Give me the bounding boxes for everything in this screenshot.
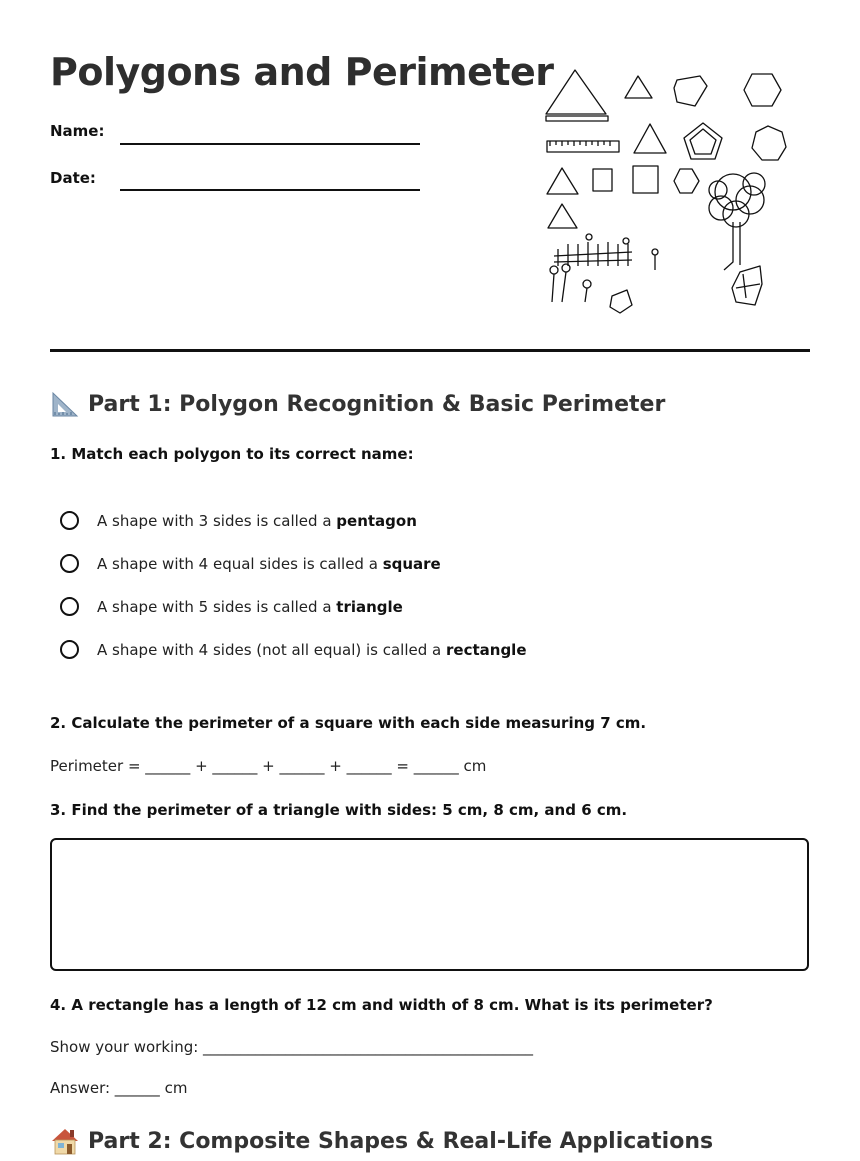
option-term: rectangle xyxy=(446,640,527,659)
house-icon xyxy=(50,1126,80,1156)
radio-button[interactable] xyxy=(60,640,79,659)
answer-line[interactable]: Answer: ______ cm xyxy=(50,1079,188,1097)
ruler-shape xyxy=(546,116,608,121)
section-divider xyxy=(50,349,810,352)
name-field[interactable] xyxy=(120,143,420,145)
heptagon-shape xyxy=(752,126,786,160)
option-text: A shape with 4 equal sides is called a xyxy=(97,554,378,573)
radio-button[interactable] xyxy=(60,597,79,616)
triangle-shape-row4 xyxy=(548,204,577,228)
date-label: Date: xyxy=(50,169,96,187)
option-term: square xyxy=(382,554,441,573)
option-text: A shape with 4 sides (not all equal) is called a xyxy=(97,640,442,659)
name-label: Name: xyxy=(50,122,105,140)
match-option-2[interactable] xyxy=(60,554,441,573)
answer-box[interactable] xyxy=(50,838,809,971)
option-text: A shape with 5 sides is called a xyxy=(97,597,332,616)
part2-heading-text: Part 2: Composite Shapes & Real-Life Applications xyxy=(88,1128,714,1154)
match-option-4[interactable] xyxy=(60,640,527,659)
option-term: pentagon xyxy=(336,511,417,530)
square-shape xyxy=(633,166,658,193)
triangle-shape-small xyxy=(625,76,652,98)
hexagon-shape-small xyxy=(674,169,699,193)
match-option-3[interactable] xyxy=(60,597,403,616)
triangle-shape-row3 xyxy=(547,168,578,194)
long-ruler-shape xyxy=(547,141,619,152)
square-shape-small xyxy=(593,169,612,191)
irregular-polygon xyxy=(674,76,707,106)
pentagon-shape-small xyxy=(610,290,632,313)
match-option-1[interactable] xyxy=(60,511,417,530)
triangle-shape-mid xyxy=(634,124,666,153)
triangle-ruler-icon xyxy=(50,389,80,419)
tree-shape xyxy=(724,222,740,270)
option-text: A shape with 3 sides is called a xyxy=(97,511,332,530)
option-term: triangle xyxy=(336,597,403,616)
polygons-illustration xyxy=(540,62,810,332)
rock-polygons xyxy=(732,266,762,305)
radio-button[interactable] xyxy=(60,554,79,573)
hexagon-shape xyxy=(744,74,781,106)
radio-button[interactable] xyxy=(60,511,79,530)
date-field[interactable] xyxy=(120,189,420,191)
working-line[interactable]: Show your working: ____________________________________________ xyxy=(50,1038,534,1056)
part2-heading xyxy=(50,1126,713,1156)
worksheet-title: Polygons and Perimeter xyxy=(50,50,554,94)
triangle-shape xyxy=(546,70,606,114)
perimeter-fill-line[interactable]: Perimeter = ______ + ______ + ______ + ______ = ______ cm xyxy=(50,757,487,775)
question-4: 4. A rectangle has a length of 12 cm and width of 8 cm. What is its perimeter? xyxy=(50,996,713,1014)
question-3: 3. Find the perimeter of a triangle with sides: 5 cm, 8 cm, and 6 cm. xyxy=(50,801,628,819)
question-1: 1. Match each polygon to its correct name: xyxy=(50,445,414,463)
part1-heading xyxy=(50,389,665,419)
part1-heading-text: Part 1: Polygon Recognition & Basic Perimeter xyxy=(88,391,666,417)
question-2: 2. Calculate the perimeter of a square with each side measuring 7 cm. xyxy=(50,714,647,732)
